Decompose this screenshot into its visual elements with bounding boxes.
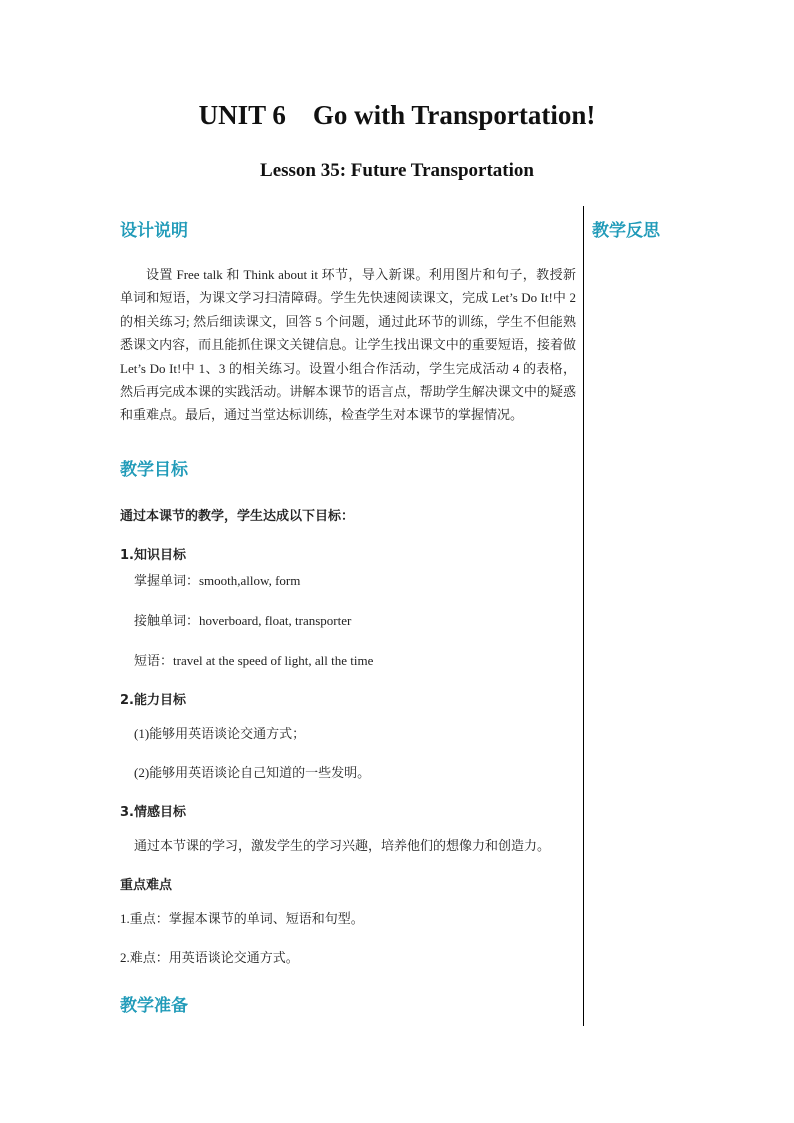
knowledge-heading: 1.知识目标 [120,547,186,563]
emotion-heading: 3.情感目标 [120,804,186,820]
emotion-text: 通过本节课的学习，激发学生的学习兴趣，培养他们的想像力和创造力。 [134,837,551,853]
reflection-heading: 教学反思 [592,221,660,241]
ability-item-2: (2)能够用英语谈论自己知道的一些发明。 [134,764,371,780]
lesson-subtitle: Lesson 35: Future Transportation [260,160,534,181]
key-points-heading: 重点难点 [120,877,173,893]
key-point: 1.重点：掌握本课节的单词、短语和句型。 [120,910,364,926]
ability-item-1: (1)能够用英语谈论交通方式； [134,725,306,741]
ability-heading: 2.能力目标 [120,692,186,708]
knowledge-phrases: 短语：travel at the speed of light, all the time [134,652,374,668]
difficulty-point: 2.难点：用英语谈论交通方式。 [120,949,299,965]
design-heading: 设计说明 [120,221,188,241]
goals-intro: 通过本课节的教学，学生达成以下目标： [120,508,355,524]
knowledge-contact-words: 接触单词：hoverboard, float, transporter [134,612,352,628]
prep-heading: 教学准备 [120,995,188,1016]
column-divider [583,206,584,1026]
main-column [120,216,576,1016]
design-paragraph: 设置 Free talk 和 Think about it 环节，导入新课。利用图片和句子，教授新单词和短语，为课文学习扫清障碍。学生先快速阅读课文，完成 Let’s Do It!中 2 的相关练习; 然后细读课文，回答 5 个问题，通过此环节的训练，学生不但能熟悉课文内容，而且能抓住课文关键信息。让学生找出课文中的重要短语，接着做 Let’s Do It!中 1、3 的相关练习。设置小组合作活动，学生完成活动 4 的表格，然后再完成本课的实践活动。讲解本课节的语言点，帮助学生解决课文中的疑惑和重难点。最后，通过当堂达标训练，检查学生对本课节的掌握情况。 [120,267,576,423]
knowledge-master-words: 掌握单词：smooth,allow, form [134,572,301,588]
goals-heading: 教学目标 [120,459,188,480]
page-title: UNIT 6 Go with Transportation! [198,100,596,130]
